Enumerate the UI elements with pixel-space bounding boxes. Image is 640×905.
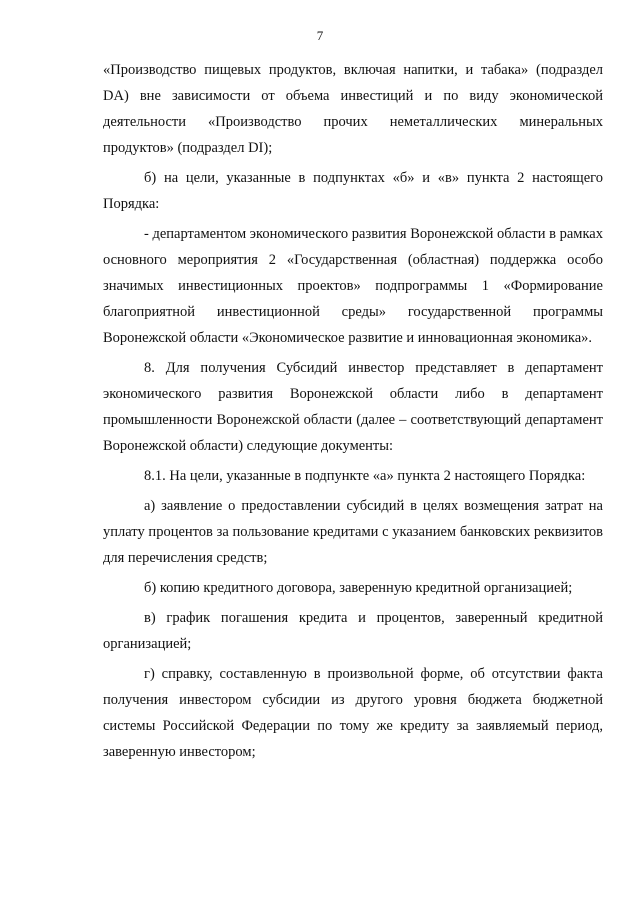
paragraph-section-8: 8. Для получения Субсидий инвестор представляет в департамент экономического развития Воронежской области либо в департамент промышленности Воронежской области (далее – соответствующий департамент Воронежской области) следующие документы:	[103, 360, 603, 454]
paragraph-item-b-purposes: б) на цели, указанные в подпунктах «б» и «в» пункта 2 настоящего Порядка:	[103, 170, 603, 212]
document-body	[103, 57, 603, 765]
paragraph-item-b-credit-contract: б) копию кредитного договора, заверенную кредитной организацией;	[144, 580, 573, 596]
page-number: 7	[316, 28, 324, 43]
paragraph-continuation-codes: «Производство пищевых продуктов, включая напитки, и табака» (подраздел DA) вне зависимости от объема инвестиций и по виду экономической деятельности «Производство прочих неметаллических минеральных продуктов» (подраздел DI);	[103, 62, 603, 156]
paragraph-item-v-repayment-schedule: в) график погашения кредита и процентов, заверенный кредитной организацией;	[103, 610, 603, 652]
paragraph-item-a-application: а) заявление о предоставлении субсидий в целях возмещения затрат на уплату процентов за пользование кредитами с указанием банковских реквизитов для перечисления средств;	[103, 498, 603, 566]
paragraph-department-economic-development: - департаментом экономического развития Воронежской области в рамках основного мероприятия 2 «Государственная (областная) поддержка особо значимых инвестиционных проектов» подпрограммы 1 «Формирование благоприятной инвестиционной среды» государственной программы Воронежской области «Экономическое развитие и инновационная экономика».	[103, 226, 603, 346]
paragraph-item-g-certificate: г) справку, составленную в произвольной форме, об отсутствии факта получения инвестором субсидии из другого уровня бюджета бюджетной системы Российской Федерации по тому же кредиту за заявляемый период, заверенную инвестором;	[103, 666, 603, 760]
paragraph-section-8-1: 8.1. На цели, указанные в подпункте «а» пункта 2 настоящего Порядка:	[144, 468, 586, 484]
